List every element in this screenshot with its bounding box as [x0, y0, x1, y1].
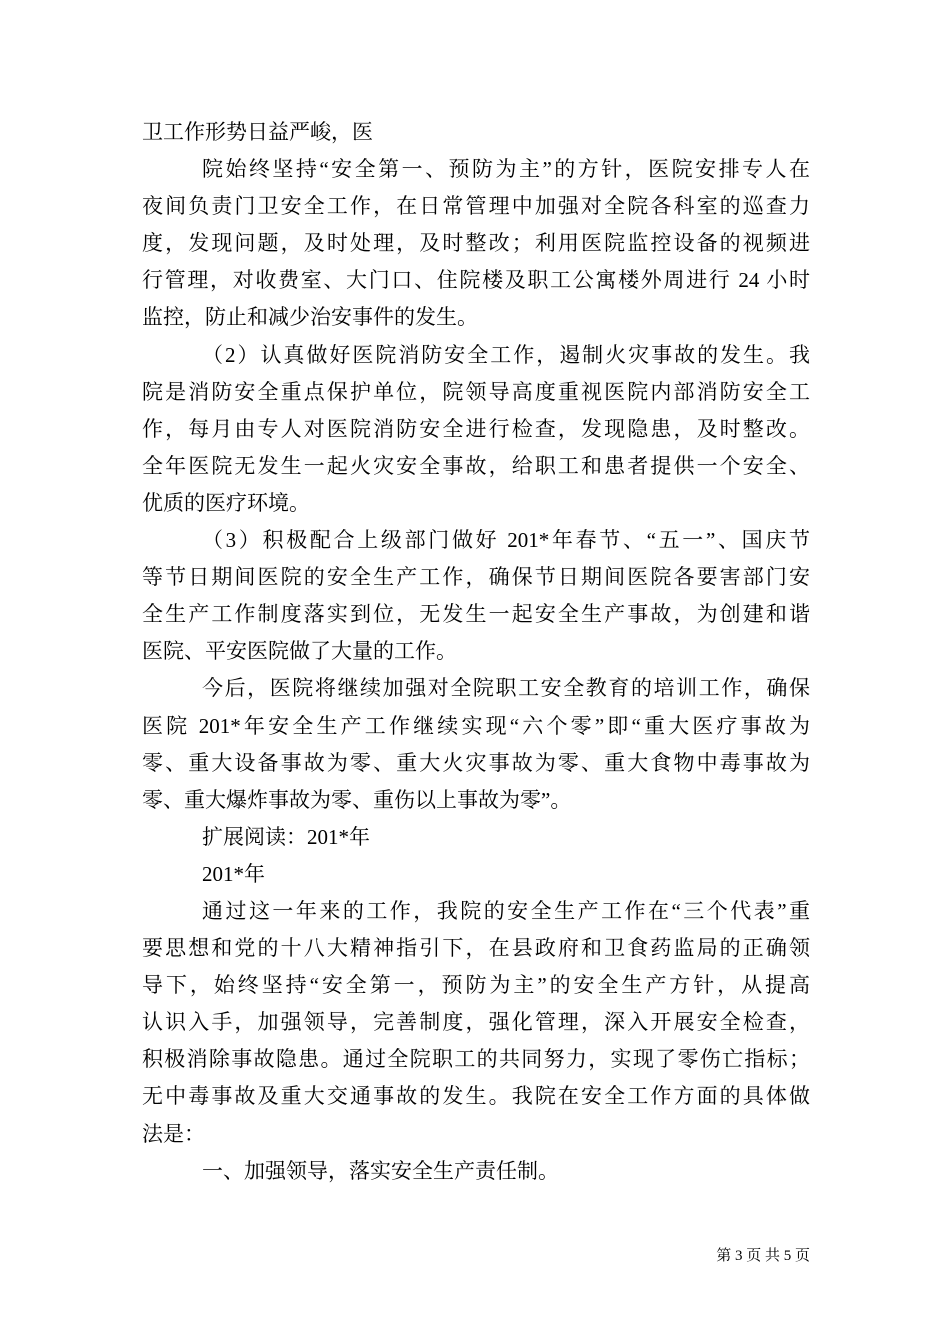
text-line: 法是： [142, 1121, 205, 1146]
text-line: 零、重大爆炸事故为零、重伤以上事故为零”。 [142, 787, 572, 812]
text-line: 积极消除事故隐患。通过全院职工的共同努力，实现了零伤亡指标； [142, 1047, 810, 1072]
text-line: 作，每月由专人对医院消防安全进行检查，发现隐患，及时整改。 [142, 416, 810, 441]
text-line: 零、重大设备事故为零、重大火灾事故为零、重大食物中毒事故为 [142, 750, 810, 775]
text-line: 卫工作形势日益严峻，医 [142, 120, 373, 144]
page-footer [142, 1247, 810, 1265]
page-number: 第 3 页 共 5 页 [716, 1248, 810, 1264]
text-line: 院始终坚持“安全第一、预防为主”的方针，医院安排专人在 [202, 157, 810, 182]
text-line: 导下，始终坚持“安全第一，预防为主”的安全生产方针，从提高 [142, 973, 810, 998]
text-line: 监控，防止和减少治安事件的发生。 [142, 305, 478, 330]
text-line: （3）积极配合上级部门做好 201*年春节、“五一”、国庆节 [202, 528, 810, 553]
text-line: 全生产工作制度落实到位，无发生一起安全生产事故，为创建和谐 [142, 602, 810, 627]
text-line: 要思想和党的十八大精神指引下，在县政府和卫食药监局的正确领 [142, 936, 810, 961]
document-text [142, 114, 810, 1190]
text-line: 通过这一年来的工作，我院的安全生产工作在“三个代表”重 [202, 898, 810, 923]
text-line: 度，发现问题，及时处理，及时整改；利用医院监控设备的视频进 [142, 231, 810, 256]
text-line: 夜间负责门卫安全工作，在日常管理中加强对全院各科室的巡查力 [142, 194, 810, 219]
text-line: 无中毒事故及重大交通事故的发生。我院在安全工作方面的具体做 [142, 1084, 810, 1109]
text-line: 今后，医院将继续加强对全院职工安全教育的培训工作，确保 [202, 676, 810, 701]
text-line: 全年医院无发生一起火灾安全事故，给职工和患者提供一个安全、 [142, 453, 810, 478]
text-line: 201*年 [202, 861, 265, 886]
text-line: 医院、平安医院做了大量的工作。 [142, 639, 457, 664]
text-line: 认识入手，加强领导，完善制度，强化管理，深入开展安全检查， [142, 1010, 810, 1035]
text-line: （2）认真做好医院消防安全工作，遏制火灾事故的发生。我 [202, 342, 810, 367]
text-line: 医院 201*年安全生产工作继续实现“六个零”即“重大医疗事故为 [142, 713, 810, 738]
text-line: 院是消防安全重点保护单位，院领导高度重视医院内部消防安全工 [142, 379, 810, 404]
text-line: 扩展阅读：201*年 [202, 824, 370, 849]
text-line: 行管理，对收费室、大门口、住院楼及职工公寓楼外周进行 24 小时 [142, 268, 810, 293]
text-line: 等节日期间医院的安全生产工作，确保节日期间医院各要害部门安 [142, 565, 810, 590]
text-line: 优质的医疗环境。 [142, 490, 310, 515]
text-line: 一、加强领导，落实安全生产责任制。 [202, 1158, 559, 1183]
